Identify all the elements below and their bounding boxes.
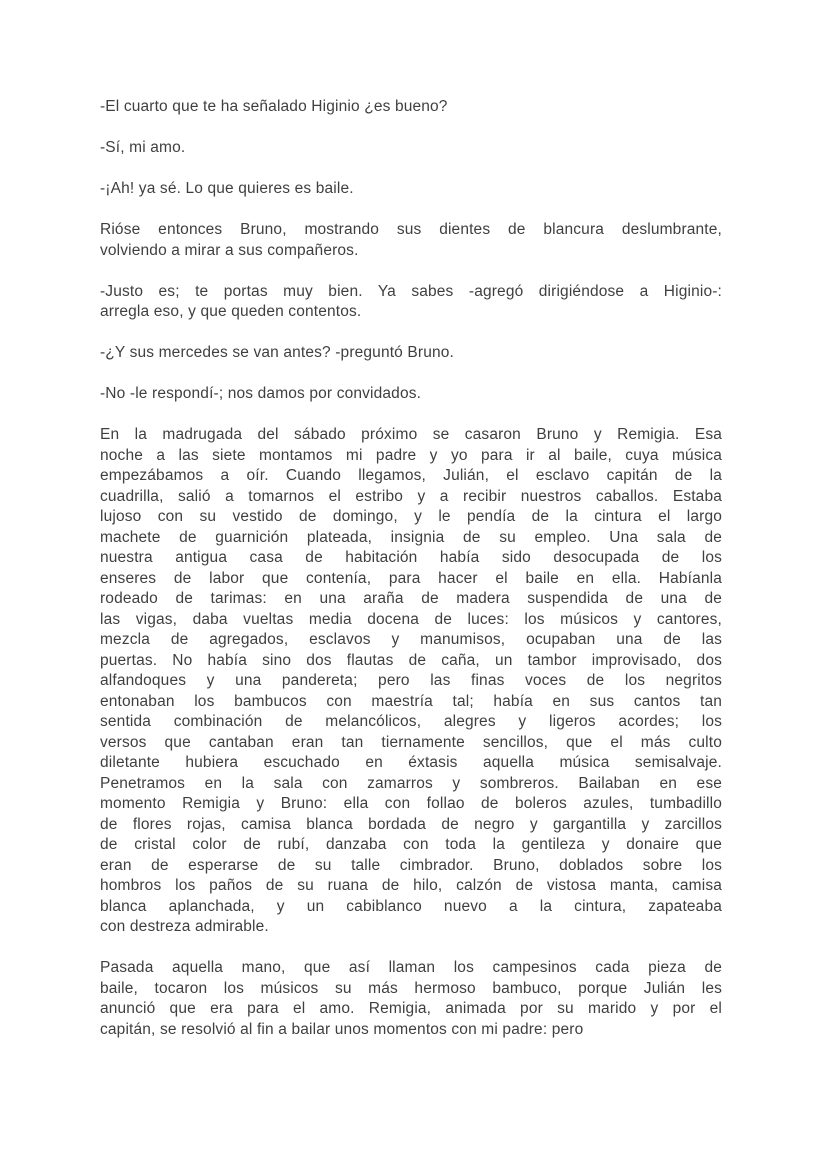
text-line: -¡Ah! ya sé. Lo que quieres es baile. xyxy=(100,180,354,197)
text-line: arregla eso, y que queden contentos. xyxy=(100,303,362,320)
text-line: -Justo es; te portas muy bien. Ya sabes -agregó dirigiéndose a Higinio-: xyxy=(100,282,722,300)
text-line: rodeado de tarimas: en una araña de madera suspendida de una de xyxy=(100,590,722,607)
text-line: lujoso con su vestido de domingo, y le pendía de la cintura el largo xyxy=(100,508,722,525)
paragraph xyxy=(100,958,722,1040)
text-line: versos que cantaban eran tan tiernamente sencillos, que el más culto xyxy=(100,733,722,751)
text-line: de flores rojas, camisa blanca bordada de negro y gargantilla y zarcillos xyxy=(100,815,722,833)
text-line: de cristal color de rubí, danzaba con toda la gentileza y donaire que xyxy=(100,836,722,853)
text-line: -¿Y sus mercedes se van antes? -preguntó Bruno. xyxy=(100,344,454,361)
paragraph xyxy=(100,282,722,323)
text-line: Penetramos en la sala con zamarros y sombreros. Bailaban en ese xyxy=(100,774,722,792)
text-line: enseres de labor que contenía, para hacer el baile en ella. Habíanla xyxy=(100,569,722,587)
text-line: eran de esperarse de su talle cimbrador. Bruno, doblados sobre los xyxy=(100,856,722,874)
text-line: volviendo a mirar a sus compañeros. xyxy=(100,241,359,259)
paragraph xyxy=(100,425,722,938)
paragraph xyxy=(100,220,722,261)
text-line: capitán, se resolvió al fin a bailar unos momentos con mi padre: pero xyxy=(100,1020,584,1038)
text-line: noche a las siete montamos mi padre y yo para ir al baile, cuya música xyxy=(100,446,722,464)
text-line: puertas. No había sino dos flautas de caña, un tambor improvisado, dos xyxy=(100,651,722,669)
text-line: entonaban los bambucos con maestría tal; había en sus cantos tan xyxy=(100,692,722,710)
text-line: con destreza admirable. xyxy=(100,918,269,935)
paragraph xyxy=(100,138,722,159)
text-line: machete de guarnición plateada, insignia de su empleo. Una sala de xyxy=(100,528,722,546)
text-line: -El cuarto que te ha señalado Higinio ¿es bueno? xyxy=(100,98,448,115)
text-line: momento Remigia y Bruno: ella con follao de boleros azules, tumbadillo xyxy=(100,795,722,812)
text-line: mezcla de agregados, esclavos y manumisos, ocupaban una de las xyxy=(100,631,722,648)
text-line: alfandoques y una pandereta; pero las finas voces de los negritos xyxy=(100,672,722,689)
text-line: diletante hubiera escuchado en éxtasis aquella música semisalvaje. xyxy=(100,754,722,771)
text-line: baile, tocaron los músicos su más hermoso bambuco, porque Julián les xyxy=(100,979,722,997)
text-line: empezábamos a oír. Cuando llegamos, Julián, el esclavo capitán de la xyxy=(100,467,722,484)
text-line: -No -le respondí-; nos damos por convidados. xyxy=(100,385,422,402)
paragraph xyxy=(100,384,722,405)
paragraph xyxy=(100,179,722,200)
text-line: cuadrilla, salió a tomarnos el estribo y a recibir nuestros caballos. Estaba xyxy=(100,487,722,505)
text-line: -Sí, mi amo. xyxy=(100,139,186,156)
text-line: Rióse entonces Bruno, mostrando sus dientes de blancura deslumbrante, xyxy=(100,221,722,238)
text-line: nuestra antigua casa de habitación había sido desocupada de los xyxy=(100,549,722,566)
text-line: Pasada aquella mano, que así llaman los campesinos cada pieza de xyxy=(100,959,722,976)
text-line: sentida combinación de melancólicos, alegres y ligeros acordes; los xyxy=(100,713,722,730)
text-line: las vigas, daba vueltas media docena de luces: los músicos y cantores, xyxy=(100,610,722,628)
text-line: anunció que era para el amo. Remigia, animada por su marido y por el xyxy=(100,1000,722,1017)
paragraph xyxy=(100,343,722,364)
text-line: hombros los paños de su ruana de hilo, calzón de vistosa manta, camisa xyxy=(100,877,722,894)
text-line: blanca aplanchada, y un cabiblanco nuevo a la cintura, zapateaba xyxy=(100,897,722,915)
paragraph xyxy=(100,97,722,118)
text-line: En la madrugada del sábado próximo se casaron Bruno y Remigia. Esa xyxy=(100,426,722,443)
text-content xyxy=(100,97,722,1061)
